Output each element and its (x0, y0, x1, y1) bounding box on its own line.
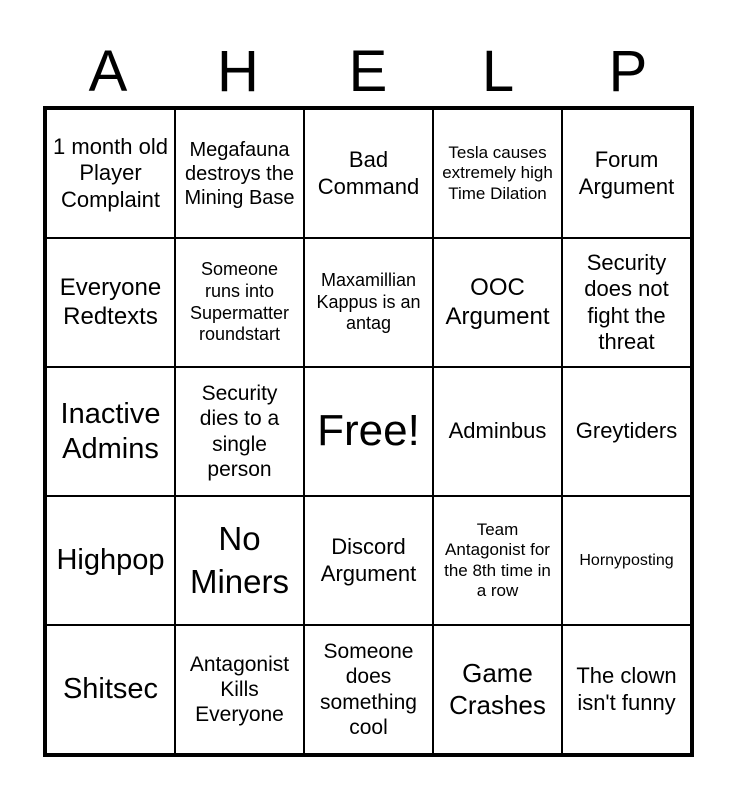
bingo-cell[interactable]: Someone runs into Supermatter roundstart (175, 238, 304, 367)
bingo-cell[interactable]: Highpop (46, 496, 175, 625)
free-space-cell[interactable]: Free! (304, 367, 433, 496)
bingo-cell[interactable]: No Miners (175, 496, 304, 625)
bingo-cell[interactable]: Hornyposting (562, 496, 691, 625)
bingo-header (43, 38, 693, 106)
bingo-cell[interactable]: The clown isn't funny (562, 625, 691, 754)
bingo-cell[interactable]: Antagonist Kills Everyone (175, 625, 304, 754)
bingo-cell[interactable]: Bad Command (304, 109, 433, 238)
header-letter-l: L (481, 39, 515, 104)
bingo-cell[interactable]: Tesla causes extremely high Time Dilation (433, 109, 562, 238)
bingo-cell[interactable]: Game Crashes (433, 625, 562, 754)
bingo-cell[interactable]: Greytiders (562, 367, 691, 496)
bingo-cell[interactable]: Team Antagonist for the 8th time in a row (433, 496, 562, 625)
bingo-cell[interactable]: Forum Argument (562, 109, 691, 238)
bingo-cell[interactable]: Inactive Admins (46, 367, 175, 496)
bingo-cell[interactable]: Everyone Redtexts (46, 238, 175, 367)
bingo-board (43, 106, 694, 757)
header-letter-e: E (348, 39, 388, 104)
bingo-cell[interactable]: Adminbus (433, 367, 562, 496)
bingo-cell[interactable]: Megafauna destroys the Mining Base (175, 109, 304, 238)
bingo-cell[interactable]: Shitsec (46, 625, 175, 754)
bingo-cell[interactable]: 1 month old Player Complaint (46, 109, 175, 238)
bingo-cell[interactable]: Maxamillian Kappus is an antag (304, 238, 433, 367)
bingo-cell[interactable]: Security dies to a single person (175, 367, 304, 496)
header-letter-a: A (88, 39, 128, 104)
header-letter-h: H (217, 39, 259, 104)
bingo-cell[interactable]: OOC Argument (433, 238, 562, 367)
bingo-cell[interactable]: Someone does something cool (304, 625, 433, 754)
bingo-cell[interactable]: Security does not fight the threat (562, 238, 691, 367)
bingo-cell[interactable]: Discord Argument (304, 496, 433, 625)
header-letter-p: P (608, 39, 648, 104)
